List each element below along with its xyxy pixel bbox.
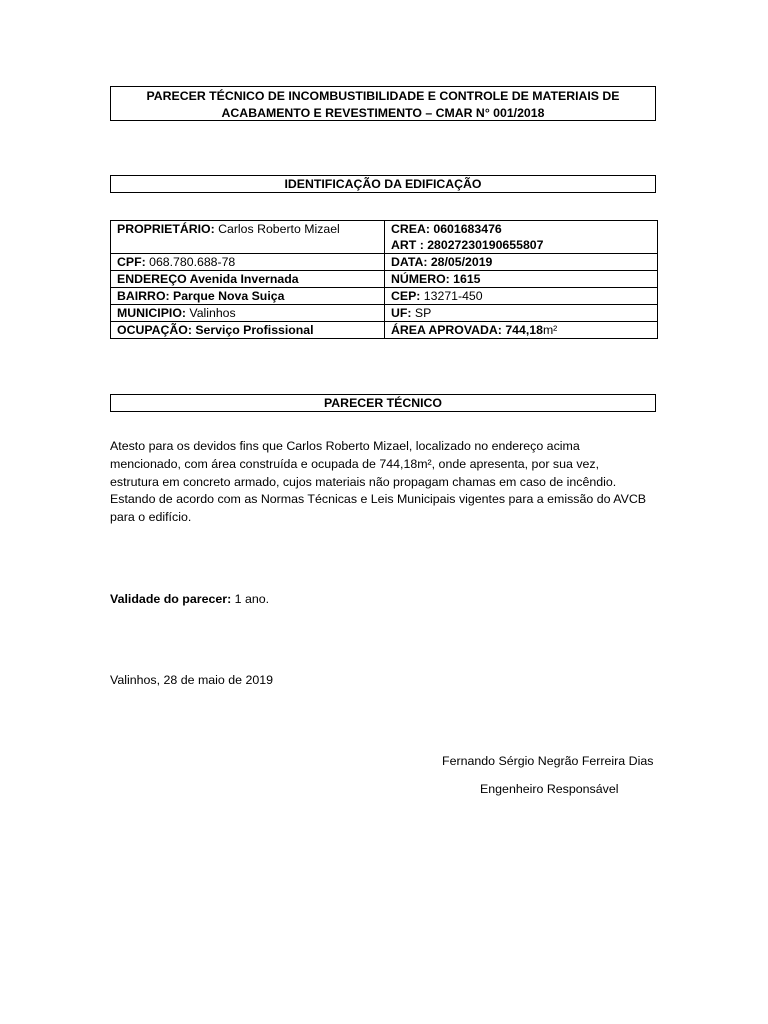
body-line: Estando de acordo com as Normas Técnicas e Leis Municipais vigentes para a emissão do AVCB bbox=[110, 492, 647, 507]
endereco-cell: ENDEREÇO Avenida Invernada bbox=[111, 271, 385, 288]
cep-cell bbox=[385, 288, 658, 305]
body-line: mencionado, com área construída e ocupada de 744,18m², onde apresenta, por sua vez, bbox=[110, 456, 600, 471]
cpf-label: CPF: bbox=[117, 255, 146, 269]
title-line-2: ACABAMENTO E REVESTIMENTO – CMAR N° 001/2018 bbox=[221, 105, 545, 120]
cep-value: 13271-450 bbox=[420, 289, 483, 303]
proprietario-label: PROPRIETÁRIO: bbox=[117, 222, 215, 236]
table-row bbox=[111, 288, 658, 305]
validity-statement bbox=[110, 591, 662, 609]
signer-role: Engenheiro Responsável bbox=[480, 782, 619, 796]
table-row bbox=[111, 254, 658, 271]
municipio-label: MUNICIPIO: bbox=[117, 306, 186, 320]
numero-cell: NÚMERO: 1615 bbox=[385, 271, 658, 288]
crea-value: CREA: 0601683476 bbox=[391, 222, 502, 236]
signer-name: Fernando Sérgio Negrão Ferreira Dias bbox=[442, 754, 654, 768]
table-row bbox=[111, 322, 658, 339]
cpf-value: 068.780.688-78 bbox=[145, 255, 236, 269]
parecer-heading: PARECER TÉCNICO bbox=[110, 394, 656, 412]
area-label: ÁREA APROVADA: 744,18 bbox=[391, 323, 543, 337]
bairro-cell: BAIRRO: Parque Nova Suiça bbox=[111, 288, 385, 305]
crea-art-cell bbox=[385, 221, 658, 254]
body-line: para o edifício. bbox=[110, 510, 192, 525]
uf-label: UF: bbox=[391, 306, 412, 320]
table-row bbox=[111, 305, 658, 322]
body-line: estrutura em concreto armado, cujos materiais não propagam chamas em caso de incêndio. bbox=[110, 474, 617, 489]
body-line: Atesto para os devidos fins que Carlos Roberto Mizael, localizado no endereço acima bbox=[110, 439, 580, 453]
uf-cell bbox=[385, 305, 658, 322]
uf-value: SP bbox=[411, 306, 432, 320]
cep-label: CEP: bbox=[391, 289, 421, 303]
validity-label: Validade do parecer: bbox=[110, 592, 232, 606]
cpf-cell bbox=[111, 254, 385, 271]
art-value: ART : 28027230190655807 bbox=[391, 238, 544, 252]
document-title bbox=[110, 86, 656, 121]
area-cell bbox=[385, 322, 658, 339]
ocupacao-cell: OCUPAÇÃO: Serviço Profissional bbox=[111, 322, 385, 339]
municipio-value: Valinhos bbox=[186, 306, 236, 320]
parecer-body bbox=[110, 438, 662, 527]
table-row bbox=[111, 271, 658, 288]
table-row bbox=[111, 221, 658, 254]
validity-value: 1 ano. bbox=[231, 592, 270, 606]
municipio-cell bbox=[111, 305, 385, 322]
data-cell: DATA: 28/05/2019 bbox=[385, 254, 658, 271]
area-unit: m² bbox=[542, 323, 558, 337]
place-date: Valinhos, 28 de maio de 2019 bbox=[110, 673, 274, 687]
title-line-1: PARECER TÉCNICO DE INCOMBUSTIBILIDADE E CONTROLE DE MATERIAIS DE bbox=[146, 89, 620, 103]
proprietario-cell bbox=[111, 221, 385, 254]
building-info-table bbox=[110, 220, 658, 339]
identificacao-heading: IDENTIFICAÇÃO DA EDIFICAÇÃO bbox=[110, 175, 656, 193]
proprietario-value: Carlos Roberto Mizael bbox=[214, 222, 340, 236]
